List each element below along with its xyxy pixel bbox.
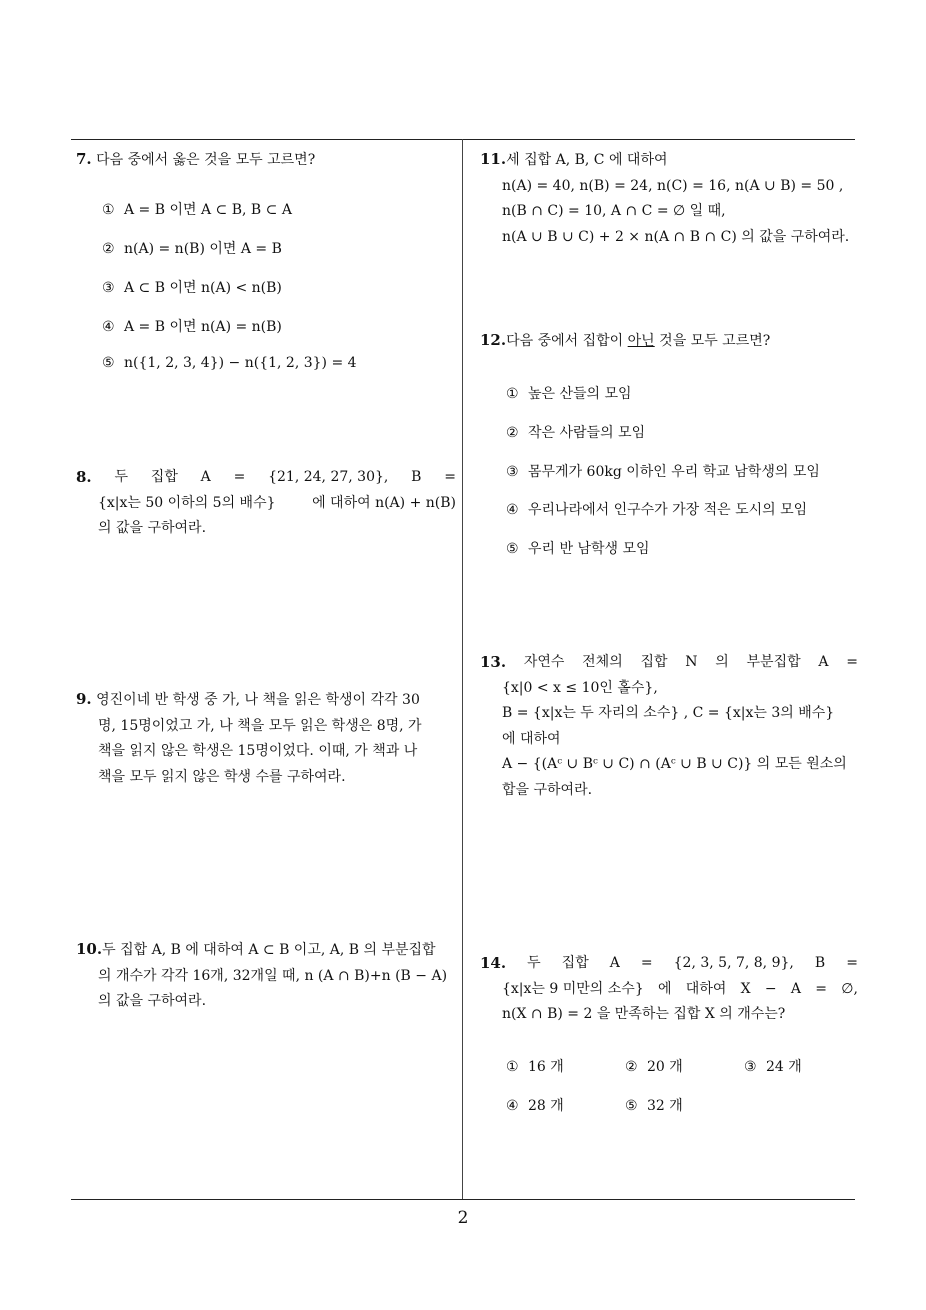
option-mark: ③: [506, 464, 519, 480]
question-line: A − {(Aᶜ ∪ Bᶜ ∪ C) ∩ (Aᶜ ∪ B ∪ C)} 의 모든 원소의: [502, 756, 847, 772]
q7-option-5[interactable]: [102, 355, 357, 371]
question-line: 의 개수가 각각 16개, 32개일 때, n (A ∩ B)+n (B − A): [98, 967, 448, 984]
option-text: 20 개: [647, 1059, 683, 1075]
question-line: [480, 951, 858, 977]
word: 부분집합: [746, 654, 801, 670]
word: 집합: [561, 955, 589, 971]
question-8: [76, 465, 456, 542]
question-line: n(A ∪ B ∪ C) + 2 × n(A ∩ B ∩ C) 의 값을 구하여라.: [502, 228, 850, 245]
option-mark: ③: [744, 1059, 757, 1075]
word: A: [790, 980, 801, 997]
option-text: 28 개: [528, 1098, 564, 1114]
question-number: 8.: [76, 468, 92, 486]
question-number: 14.: [480, 954, 507, 972]
question-9: [76, 687, 456, 790]
question-13: [480, 650, 858, 803]
q14-option-3[interactable]: [744, 1056, 802, 1076]
question-line: [480, 650, 858, 676]
option-mark: ①: [506, 386, 519, 402]
question-text: 다음 중에서 옳은 것을 모두 고르면?: [96, 152, 316, 168]
question-line: n(B ∩ C) = 10, A ∩ C = ∅ 일 때,: [502, 203, 726, 219]
option-text: 32 개: [647, 1098, 683, 1114]
question-line: [480, 977, 858, 1003]
word: =: [444, 469, 456, 485]
word: 두: [114, 469, 128, 485]
option-mark: ②: [625, 1059, 638, 1075]
question-line: 책을 모두 읽지 않은 학생 수를 구하여라.: [98, 768, 346, 785]
word: {2, 3, 5, 7, 8, 9},: [673, 955, 794, 971]
option-mark: ④: [102, 319, 115, 335]
question-text: 것을 모두 고르면?: [654, 333, 771, 349]
option-mark: ②: [506, 425, 519, 441]
word: 에: [658, 980, 672, 997]
q14-option-5[interactable]: [625, 1095, 683, 1115]
question-text: 세 집합 A, B, C 에 대하여: [506, 152, 668, 168]
top-rule: [71, 139, 855, 140]
word: ∅,: [841, 980, 858, 997]
question-line: {x|0 < x ≤ 10인 홀수},: [502, 679, 658, 696]
question-14: [480, 951, 858, 1028]
option-text: 높은 산들의 모임: [528, 386, 632, 402]
option-mark: ①: [102, 202, 115, 218]
question-line: 에 대하여: [502, 730, 561, 747]
word: =: [233, 469, 246, 485]
word: 자연수: [523, 654, 565, 670]
option-text: n(A) = n(B) 이면 A = B: [124, 241, 282, 257]
question-line: n(X ∩ B) = 2 을 만족하는 집합 X 의 개수는?: [502, 1006, 786, 1022]
q12-option-3[interactable]: [506, 461, 820, 481]
question-12: [480, 328, 858, 355]
word: =: [846, 955, 858, 971]
question-line: [76, 465, 456, 491]
q7-option-1[interactable]: [102, 199, 292, 219]
option-text: 작은 사람들의 모임: [528, 425, 646, 441]
word: A: [818, 654, 829, 670]
word: =: [640, 955, 653, 971]
question-text: 영진이네 반 학생 중 가, 나 책을 읽은 학생이 각각 30: [96, 692, 420, 708]
word: 집합: [640, 654, 668, 670]
q14-option-1[interactable]: [506, 1056, 564, 1076]
option-mark: ①: [506, 1059, 519, 1075]
option-mark: ⑤: [102, 355, 115, 371]
q12-option-2[interactable]: [506, 422, 645, 442]
q7-option-3[interactable]: [102, 277, 282, 297]
q12-option-5[interactable]: [506, 538, 650, 558]
word: 대하여: [685, 980, 727, 997]
question-number: 7.: [76, 150, 92, 168]
page-number: 2: [457, 1208, 469, 1228]
option-mark: ⑤: [506, 541, 519, 557]
word: {21, 24, 27, 30},: [268, 469, 389, 485]
option-mark: ④: [506, 1098, 519, 1114]
question-number: 13.: [480, 653, 507, 671]
q7-option-4[interactable]: [102, 316, 282, 336]
option-text: 24 개: [766, 1059, 802, 1075]
option-mark: ④: [506, 502, 519, 518]
option-text: n({1, 2, 3, 4}) − n({1, 2, 3}) = 4: [124, 355, 357, 371]
q14-option-4[interactable]: [506, 1095, 564, 1115]
question-text: 다음 중에서 집합이: [506, 333, 628, 349]
word: N: [685, 654, 698, 670]
question-text: 두 집합 A, B 에 대하여 A ⊂ B 이고, A, B 의 부분집합: [102, 942, 436, 958]
q12-option-4[interactable]: [506, 499, 807, 519]
option-text: A = B 이면 n(A) = n(B): [124, 319, 282, 335]
option-text: 16 개: [528, 1059, 564, 1075]
q14-option-2[interactable]: [625, 1056, 683, 1076]
question-line: 책을 읽지 않은 학생은 15명이었다. 이때, 가 책과 나: [98, 743, 418, 759]
word: B: [814, 955, 826, 971]
word: 의: [715, 654, 729, 670]
option-text: 몸무게가 60kg 이하인 우리 학교 남학생의 모임: [528, 464, 820, 480]
question-number: 10.: [76, 940, 103, 958]
word: =: [815, 980, 827, 997]
word: 전체의: [582, 654, 623, 670]
question-number: 11.: [480, 150, 507, 168]
question-text: 에 대하여 n(A) + n(B): [312, 494, 456, 511]
column-divider: [462, 139, 463, 1200]
question-7: [76, 147, 456, 174]
word: =: [846, 654, 858, 670]
option-mark: ③: [102, 280, 115, 296]
word: −: [764, 980, 777, 997]
question-number: 9.: [76, 690, 92, 708]
option-mark: ②: [102, 241, 115, 257]
q7-option-2[interactable]: [102, 238, 282, 258]
question-line: [76, 491, 456, 517]
bottom-rule: [71, 1199, 855, 1200]
option-text: 우리 반 남학생 모임: [528, 541, 650, 557]
word: 집합: [150, 469, 178, 485]
question-11: [480, 147, 858, 250]
question-line: 의 값을 구하여라.: [98, 520, 207, 536]
option-mark: ⑤: [625, 1098, 638, 1114]
question-line: 의 값을 구하여라.: [98, 993, 207, 1009]
question-line: 합을 구하여라.: [502, 781, 593, 798]
set-definition: {x|x는 50 이하의 5의 배수}: [98, 494, 276, 511]
option-text: 우리나라에서 인구수가 가장 적은 도시의 모임: [528, 502, 808, 518]
question-line: n(A) = 40, n(B) = 24, n(C) = 16, n(A ∪ B) = 50 ,: [502, 177, 844, 194]
question-number: 12.: [480, 331, 507, 349]
question-line: B = {x|x는 두 자리의 소수} , C = {x|x는 3의 배수}: [502, 705, 835, 721]
word: A: [200, 469, 211, 485]
set-definition: {x|x는 9 미만의 소수}: [502, 980, 644, 997]
underlined-word: 아닌: [627, 333, 655, 349]
word: B: [411, 469, 422, 485]
question-10: [76, 937, 456, 1015]
option-text: A = B 이면 A ⊂ B, B ⊂ A: [124, 202, 292, 218]
word: A: [609, 955, 620, 971]
word: X: [740, 980, 751, 997]
option-text: A ⊂ B 이면 n(A) < n(B): [124, 280, 282, 296]
question-line: 명, 15명이었고 가, 나 책을 모두 읽은 학생은 8명, 가: [98, 717, 422, 734]
word: 두: [527, 955, 541, 971]
q12-option-1[interactable]: [506, 383, 632, 403]
